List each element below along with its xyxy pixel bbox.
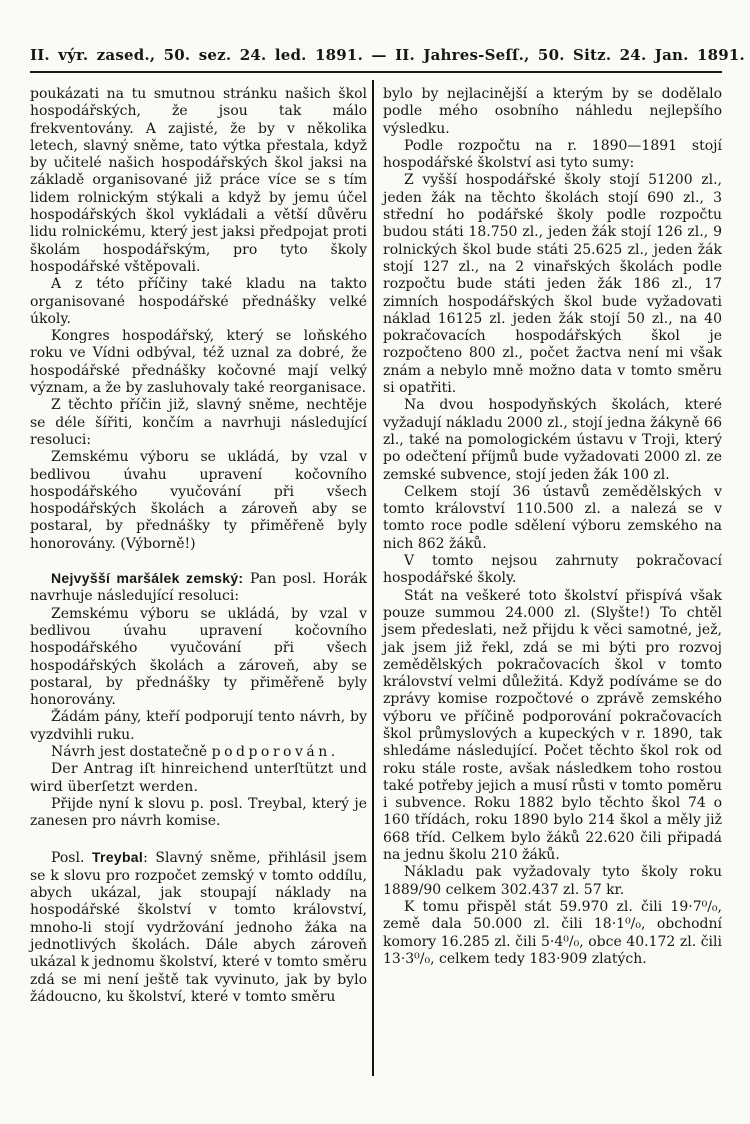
paragraph [30,397,367,449]
paragraph [383,172,722,397]
text-segment: Návrh jest dostatečně [51,743,212,760]
paragraph [383,86,722,138]
paragraph [30,328,367,397]
paragraph [30,744,367,761]
text-segment: bylo by nejlacinější a kterým by se dodělalo podle mého osobního náhledu nejlepšího výsledku. [383,86,722,137]
text-segment: podporován [211,743,331,760]
paragraph [30,709,367,744]
text-segment: A z této příčiny také kladu na takto organisované hospodářské přednášky velké úkoly. [30,276,367,327]
text-segment: Na dvou hospodyňských školách, které vyžadují nákladu 2000 zl., stojí jedna žákyně 66 zl., také na pomologickém ústavu v Troji, který po odečtení příjmů bude vyžadovati 2000 zl. ze zemské subvence, stojí jeden žák 100 zl. [383,397,722,483]
paragraph [383,899,722,968]
text-segment: Der Antrag iſt hinreichend unterſtützt und wird überſetzt werden. [30,761,367,795]
speaker-name: Treybal [91,849,144,866]
left-column [30,86,367,1006]
text-segment: Nákladu pak vyžadovaly tyto školy roku 1889/90 celkem 302.437 zl. 57 kr. [383,864,722,898]
column-divider [372,80,374,1076]
paragraph [30,606,367,710]
text-segment: V tomto nejsou zahrnuty pokračovací hospodářské školy. [383,553,722,587]
running-title [30,46,745,64]
text-segment: Zemskému výboru se ukládá, by vzal v bedlivou úvahu upravení kočovního hospodářského vyučování při všech hospodářských školách a zároveň, aby se postaral, by přednášky ty přiměřeně byly honorovány. [30,605,367,709]
text-segment: Přijde nyní k slovu p. posl. Treybal, který je zanesen pro návrh komise. [30,795,367,830]
running-title-czech: II. výr. zased., 50. sez. 24. led. 1891. — [30,46,387,64]
paragraph [383,553,722,588]
paragraph [30,761,367,796]
text-segment: K tomu přispěl stát 59.970 zl. čili 19·7⁰/₀, země dala 50.000 zl. čili 18·1⁰/₀, obchodní komory 16.285 zl. čili 5·4⁰/₀, obce 40.172 zl. čili 13·3⁰/₀, celkem tedy 183·909 zlatých. [383,898,722,967]
text-segment: Z těchto příčin již, slavný sněme, nechtěje se déle šířiti, končím a navrhuji následující resoluci: [30,397,367,448]
paragraph [30,849,367,1006]
text-columns [30,86,722,1006]
page-header [30,46,745,64]
text-segment: Zemskému výboru se ukládá, by vzal v bedlivou úvahu upravení kočovního hospodářského vyučování při všech hospodářských školách a zároveň aby se postaral, by přednášky ty přiměřeně byly honorovány. (Výborně!) [30,449,367,552]
paragraph [30,570,367,606]
paragraph [383,864,722,899]
paragraph [383,588,722,865]
text-segment: Z vyšší hospodářské školy stojí 51200 zl., jeden žák na těchto školách stojí 690 zl., 3 střední ho podářské školy podle rozpočtu budou státi 18.750 zl., jeden žák stojí 126 zl., 9 rolnických škol bude státi 25.625 zl., jeden žák stojí 127 zl., na 2 vinařských školách podle rozpočtu bude státi jeden žák 186 zl., 17 zimních hospodářských škol bude vyžadovati náklad 16125 zl. jeden žák stojí 50 zl., na 40 pokračovacích hospodářských škol je rozpočteno 800 zl., počet žactva není mi však znám a nebylo mně možno data v tomto směru si opatřiti. [383,172,722,397]
text-segment: : Slavný sněme, přihlásil jsem se k slovu pro rozpočet zemský v tomto oddílu, abych ukázal, jak stoupají náklady na hospodářské školství v tomto království, mnoho-li stojí vydržování jednoho žáka na jednotlivých školách. Dále abych zároveň ukázal k jednomu školství, které v tomto směru zdá se mi není ještě tak vyvinuto, jak by bylo žádoucno, ku školství, které v tomto směru [30,850,367,1005]
header-rule [30,71,722,73]
right-column [383,86,722,1006]
paragraph [30,449,367,553]
text-segment: Celkem stojí 36 ústavů zemědělských v tomto království 110.500 zl. a nalezá se v tomto roce podle sdělení výboru zemského na nich 862 žáků. [383,483,722,552]
paragraph [383,397,722,483]
text-segment: Stát na veškeré toto školství přispívá však pouze summou 24.000 zl. (Slyšte!) To chtěl jsem předeslati, než přijdu k věci samotné, jež, jak jsem již řekl, zdá se mi býti pro rozvoj zemědělských pokračovacích škol v tomto království velmi důležitá. Když podíváme se do zprávy komise rozpočtové o zprávě zemského výboru ve příčině podporování pokračovacích škol průmyslových a kupeckých v r. 1890, tak shledáme následující. Počet těchto škol rok od roku stále roste, avšak následkem toho rostou také potřeby jejich a musí růsti v tomto poměru i subvence. Roku 1882 bylo těchto škol 74 o 160 třídách, roku 1890 bylo 214 škol a měly již 668 tříd. Celkem bylo žáků 22.620 čili připadá na jednu školu 210 žáků. [383,587,722,864]
paragraph [30,796,367,831]
speaker-name: Nejvyšší maršálek zemský: [51,570,244,587]
paragraph [30,86,367,276]
paragraph [30,276,367,328]
text-segment: Posl. [51,850,92,867]
paragraph [383,484,722,553]
running-title-german: II. Jahres-Seſſ., 50. Sitz. 24. Jan. 1891. [395,46,745,64]
text-segment: Podle rozpočtu na r. 1890—1891 stojí hospodářské školství asi tyto sumy: [383,137,722,172]
text-segment: Žádám pány, kteří podporují tento návrh, by vyzdvihli ruku. [30,709,367,743]
text-segment: poukázati na tu smutnou stránku našich škol hospodářských, že jsou tak málo frekventovány. A zajisté, že by v několika letech, slavný sněme, tato výtka přestala, když by učitelé našich hospodářských škol jaksi na základě organisované již práce více se s tím lidem rolnickým stýkali a když by jemu účel hospodářských škol vykládali a větší důvěru lidu rolnickému, který jest jaksi předpojat proti školám hospodářským, pro tyto školy hospodářské vštěpovali. [30,86,367,275]
text-segment: Kongres hospodářský, který se loňského roku ve Vídni odbýval, též uznal za dobré, že hospodářské přednášky kočovné mají velký význam, a že by zasluhovaly také reorganisace. [30,328,367,397]
text-segment: Pan posl. Horák navrhuje následující resoluci: [30,571,367,605]
paragraph [383,138,722,173]
text-segment: . [330,743,336,760]
